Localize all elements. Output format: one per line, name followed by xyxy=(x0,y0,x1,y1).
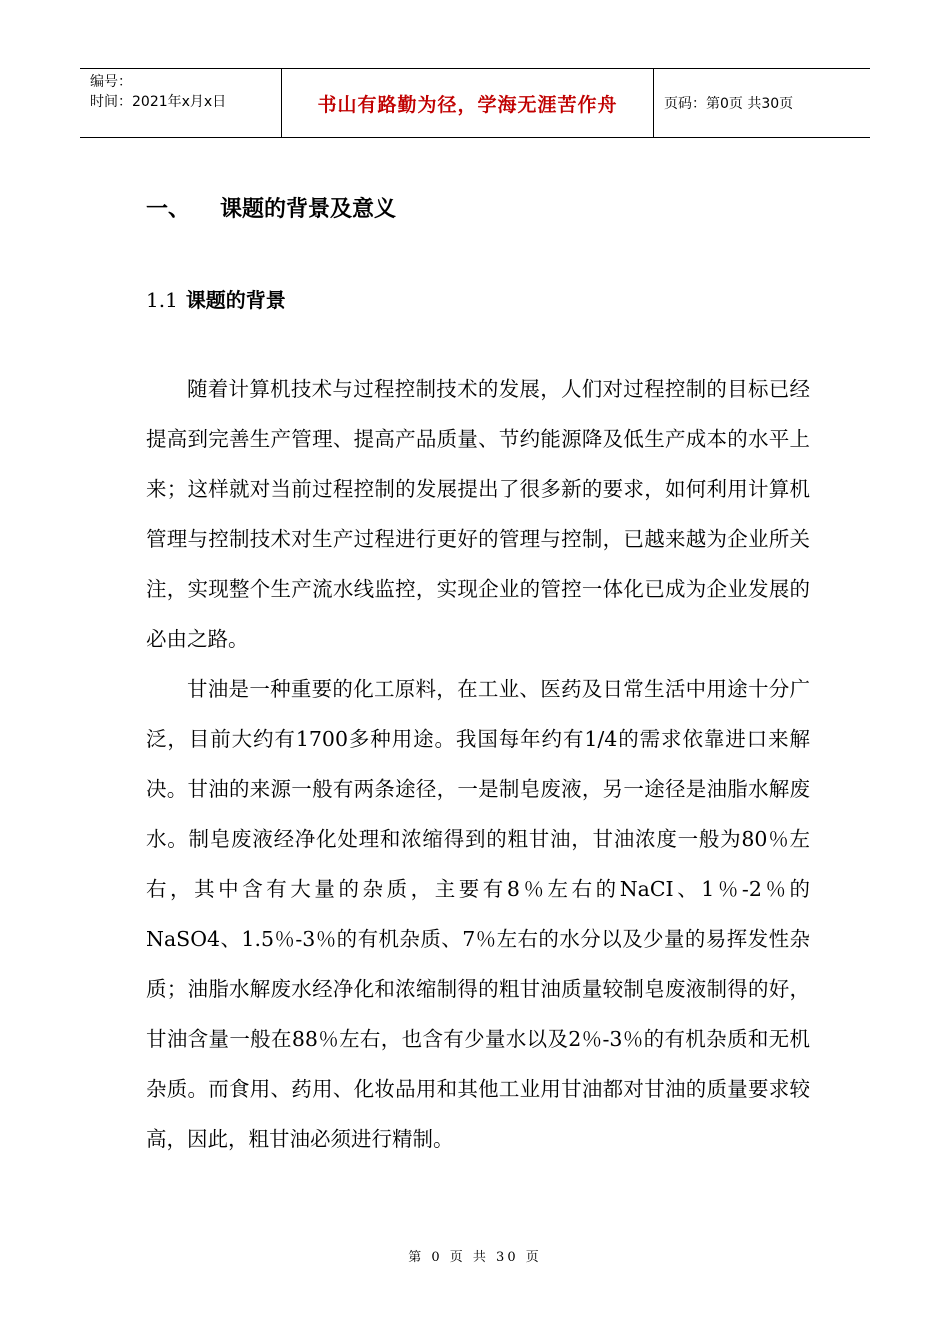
subsection-title: 课题的背景 xyxy=(185,288,286,312)
page-footer: 第 0 页 共 30 页 xyxy=(408,1250,542,1265)
body-paragraph: 随着计算机技术与过程控制技术的发展，人们对过程控制的目标已经提高到完善生产管理、提高产品质量、节约能源降及低生产成本的水平上来；这样就对当前过程控制的发展提出了很多新的要求，如何利用计算机管理与控制技术对生产过程进行更好的管理与控制，已越来越为企业所关注，实现整个生产流水线监控，实现企业的管控一体化已成为企业发展的必由之路。 xyxy=(146,377,810,651)
header-meta xyxy=(80,69,282,137)
section-title: 课题的背景及意义 xyxy=(220,197,397,222)
document-number-label: 编号： xyxy=(90,74,132,90)
section-heading xyxy=(146,192,396,223)
header-motto: 书山有路勤为径，学海无涯苦作舟 xyxy=(282,69,654,137)
subsection-number: 1.1 xyxy=(146,288,178,312)
section-number: 一、 xyxy=(146,197,191,222)
document-time-label: 时间：2021年x月x日 xyxy=(90,94,227,110)
page-header xyxy=(80,68,870,138)
body-paragraph: 甘油是一种重要的化工原料，在工业、医药及日常生活中用途十分广泛，目前大约有1700多种用途。我国每年约有1/4的需求依靠进口来解决。甘油的来源一般有两条途径，一是制皂废液，另一途径是油脂水解废水。制皂废液经净化处理和浓缩得到的粗甘油，甘油浓度一般为80％左右，其中含有大量的杂质，主要有8％左右的NaCI、1％-2％的NaSO4、1.5％-3％的有机杂质、7％左右的水分以及少量的易挥发性杂质；油脂水解废水经净化和浓缩制得的粗甘油质量较制皂废液制得的好，甘油含量一般在88％左右，也含有少量水以及2％-3％的有机杂质和无机杂质。而食用、药用、化妆品用和其他工业用甘油都对甘油的质量要求较高，因此，粗甘油必须进行精制。 xyxy=(146,677,810,1151)
subsection-heading xyxy=(146,284,286,313)
header-page-info: 页码：第0页 共30页 xyxy=(664,96,794,112)
